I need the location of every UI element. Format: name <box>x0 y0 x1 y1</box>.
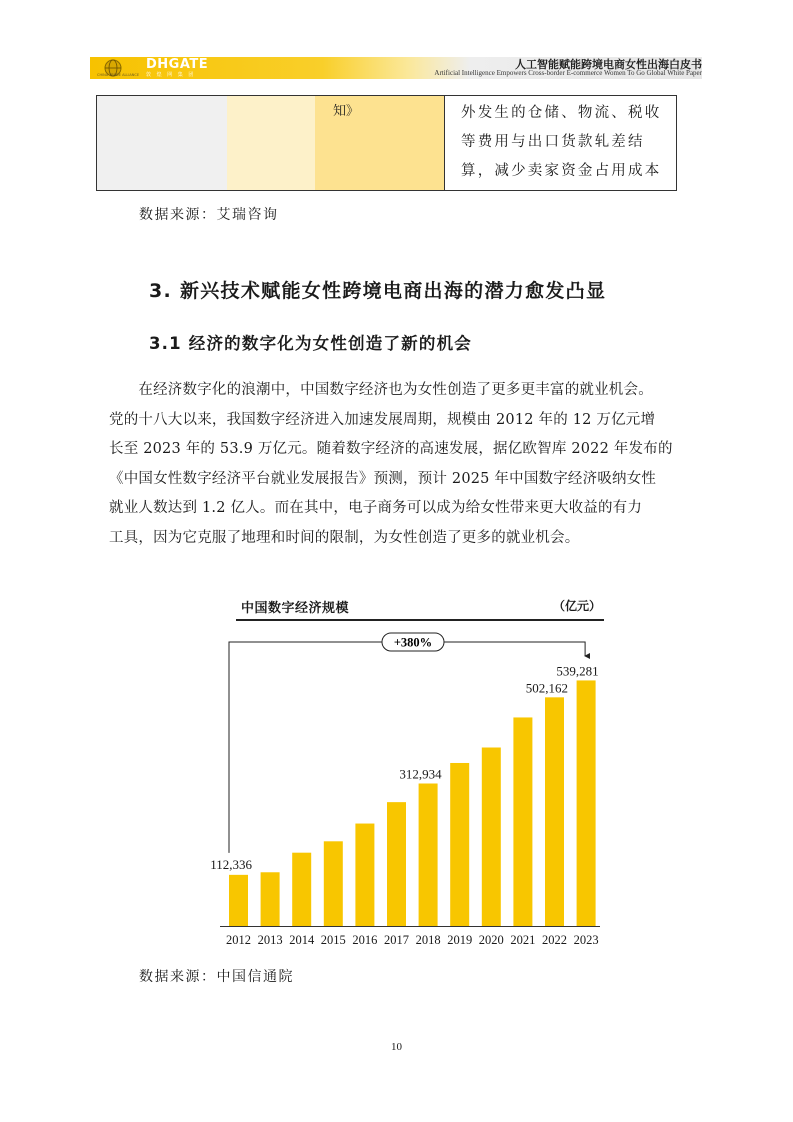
paragraph-line: 长至 2023 年的 53.9 万亿元。随着数字经济的高速发展，据亿欧智库 2022 年发布的 <box>109 441 673 457</box>
bar-2018 <box>419 784 438 926</box>
x-tick-label: 2019 <box>447 933 473 947</box>
table-cell <box>97 96 227 190</box>
digital-economy-bar-chart <box>200 625 620 955</box>
x-tick-label: 2016 <box>352 933 378 947</box>
chart-title: 中国数字经济规模 <box>241 601 350 616</box>
x-tick-label: 2018 <box>415 933 441 947</box>
paragraph-line: 工具，因为它克服了地理和时间的限制，为女性创造了更多的就业机会。 <box>109 529 580 546</box>
x-tick-label: 2022 <box>542 933 567 947</box>
subsection-heading: 3.1 经济的数字化为女性创造了新的机会 <box>149 334 472 353</box>
bar-2023 <box>577 680 596 926</box>
brand-name: DHGATE <box>146 57 209 72</box>
data-label: 312,934 <box>399 766 442 782</box>
growth-label: +380% <box>393 635 433 650</box>
table-cell-text: 知》 <box>333 104 360 119</box>
x-tick-label: 2017 <box>384 933 409 947</box>
x-tick-label: 2012 <box>226 933 251 947</box>
x-tick-label: 2015 <box>320 933 346 947</box>
table-cell <box>315 96 444 190</box>
x-tick-label: 2023 <box>573 933 599 947</box>
chart-title-rule <box>236 619 604 621</box>
document-subtitle: Artificial Intelligence Empowers Cross-border E-commerce Women To Go Global White Paper <box>434 69 702 77</box>
brand-subtext: 敦 煌 网 集 团 <box>146 72 196 78</box>
paragraph-line: 就业人数达到 1.2 亿人。而在其中，电子商务可以成为给女性带来更大收益的有力 <box>109 500 643 516</box>
body-paragraph <box>109 376 693 553</box>
x-tick-label: 2021 <box>510 933 536 947</box>
chart-unit: （亿元） <box>553 599 602 613</box>
logo-subtext: CHINA TRADE ALLIANCE <box>97 73 140 77</box>
bar-2013 <box>261 872 280 926</box>
table-cell <box>227 96 315 190</box>
paragraph-line: 党的十八大以来，我国数字经济进入加速发展周期，规模由 2012 年的 12 万亿元增 <box>109 411 656 428</box>
bar-2019 <box>450 763 469 926</box>
table-cell <box>444 96 676 190</box>
bar-2014 <box>292 853 311 926</box>
data-source-note: 数据来源：艾瑞咨询 <box>139 207 279 223</box>
x-tick-label: 2020 <box>478 933 504 947</box>
bar-2020 <box>482 748 501 927</box>
page-number: 10 <box>391 1041 402 1053</box>
comparison-table-fragment <box>96 95 677 191</box>
bar-2022 <box>545 697 564 926</box>
bar-2016 <box>355 824 374 926</box>
data-label: 539,281 <box>556 663 599 679</box>
section-heading: 3. 新兴技术赋能女性跨境电商出海的潜力愈发凸显 <box>149 280 607 302</box>
table-cell-line: 算，减少卖家资金占用成本 <box>461 163 662 179</box>
bar-2012 <box>229 875 248 926</box>
paragraph-line: 在经济数字化的浪潮中，中国数字经济也为女性创造了更多更丰富的就业机会。 <box>109 382 653 398</box>
bar-2015 <box>324 841 343 926</box>
data-label: 112,336 <box>210 856 252 872</box>
table-cell-line: 等费用与出口货款轧差结 <box>461 134 645 150</box>
x-tick-label: 2013 <box>257 933 283 947</box>
bar-2017 <box>387 802 406 926</box>
paragraph-line: 《中国女性数字经济平台就业发展报告》预测，预计 2025 年中国数字经济吸纳女性 <box>109 470 657 487</box>
document-title: 人工智能赋能跨境电商女性出海白皮书 <box>515 58 702 71</box>
chart-source-note: 数据来源：中国信通院 <box>139 969 294 985</box>
x-tick-label: 2014 <box>289 933 315 947</box>
bar-2021 <box>513 717 532 926</box>
table-cell-line: 外发生的仓储、物流、税收 <box>461 105 662 121</box>
data-label: 502,162 <box>525 680 568 696</box>
